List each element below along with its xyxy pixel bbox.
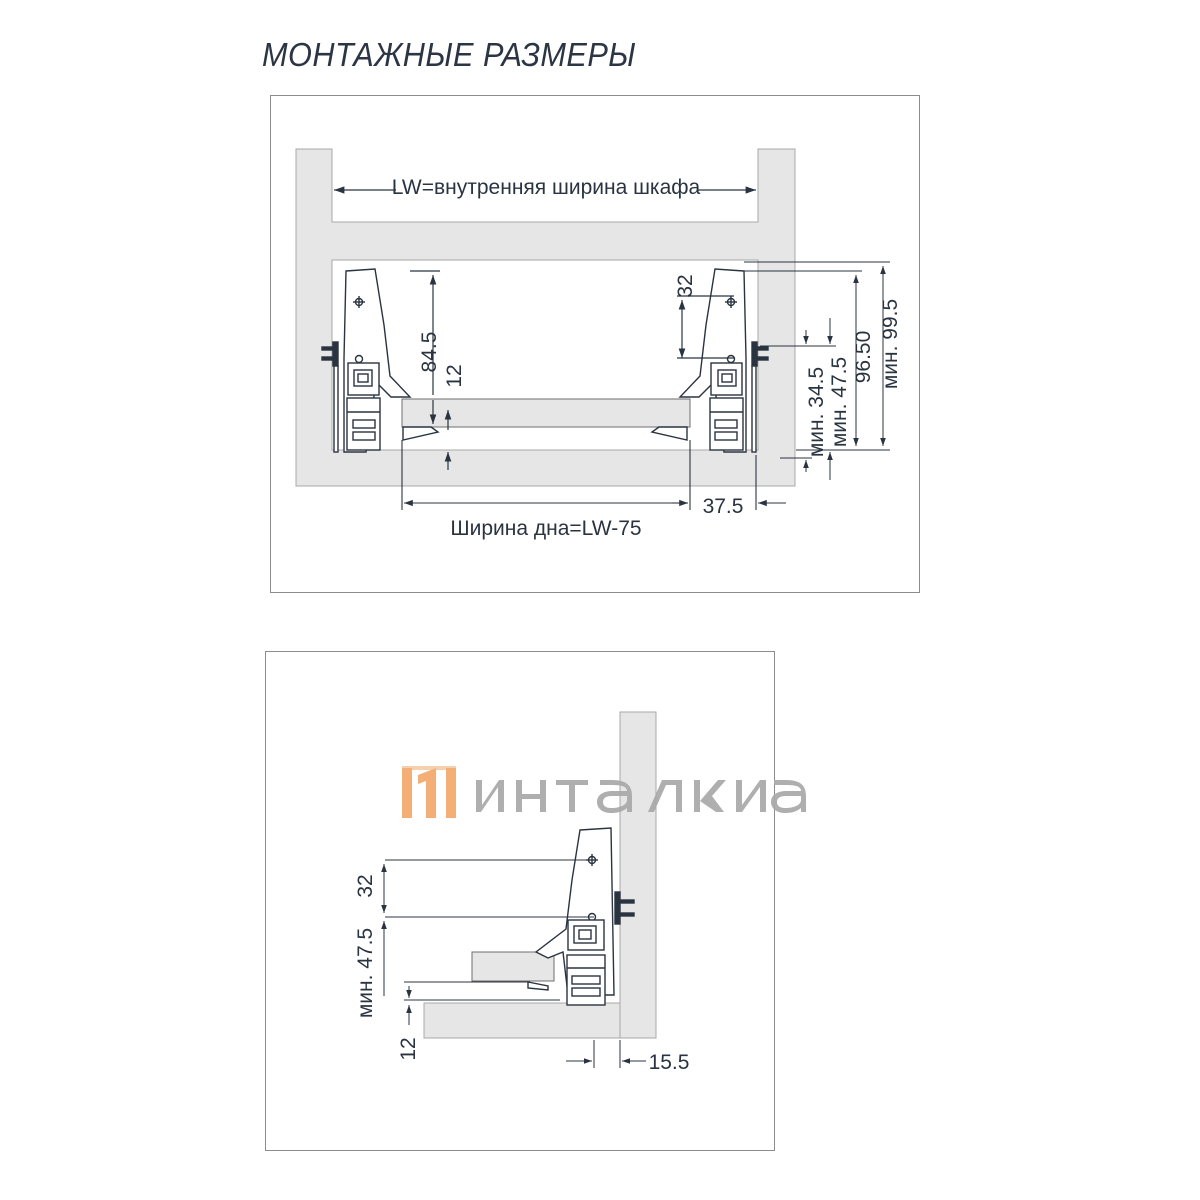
dim-min-47-5-side: мин. 47.5 xyxy=(354,927,377,1019)
brand-logo xyxy=(402,766,806,818)
dim-32-front: 32 xyxy=(674,274,697,298)
inner-width-label: LW=внутренняя ширина шкафа xyxy=(391,176,701,199)
dim-12-front: 12 xyxy=(443,364,466,388)
dim-32-side: 32 xyxy=(354,874,377,898)
dim-min-99-5: мин. 99.5 xyxy=(879,298,902,390)
dim-12-side: 12 xyxy=(397,1037,420,1061)
dim-37-5: 37.5 xyxy=(702,495,744,518)
dim-96-50: 96.50 xyxy=(852,330,875,384)
bottom-width-label: Ширина дна=LW-75 xyxy=(450,517,642,540)
dim-84-5: 84.5 xyxy=(418,331,441,373)
page-title: МОНТАЖНЫЕ РАЗМЕРЫ xyxy=(262,36,636,73)
dim-min-47-5-front: мин. 47.5 xyxy=(828,356,851,448)
dim-min-34-5: мин. 34.5 xyxy=(805,366,828,458)
dim-15-5: 15.5 xyxy=(648,1051,690,1074)
